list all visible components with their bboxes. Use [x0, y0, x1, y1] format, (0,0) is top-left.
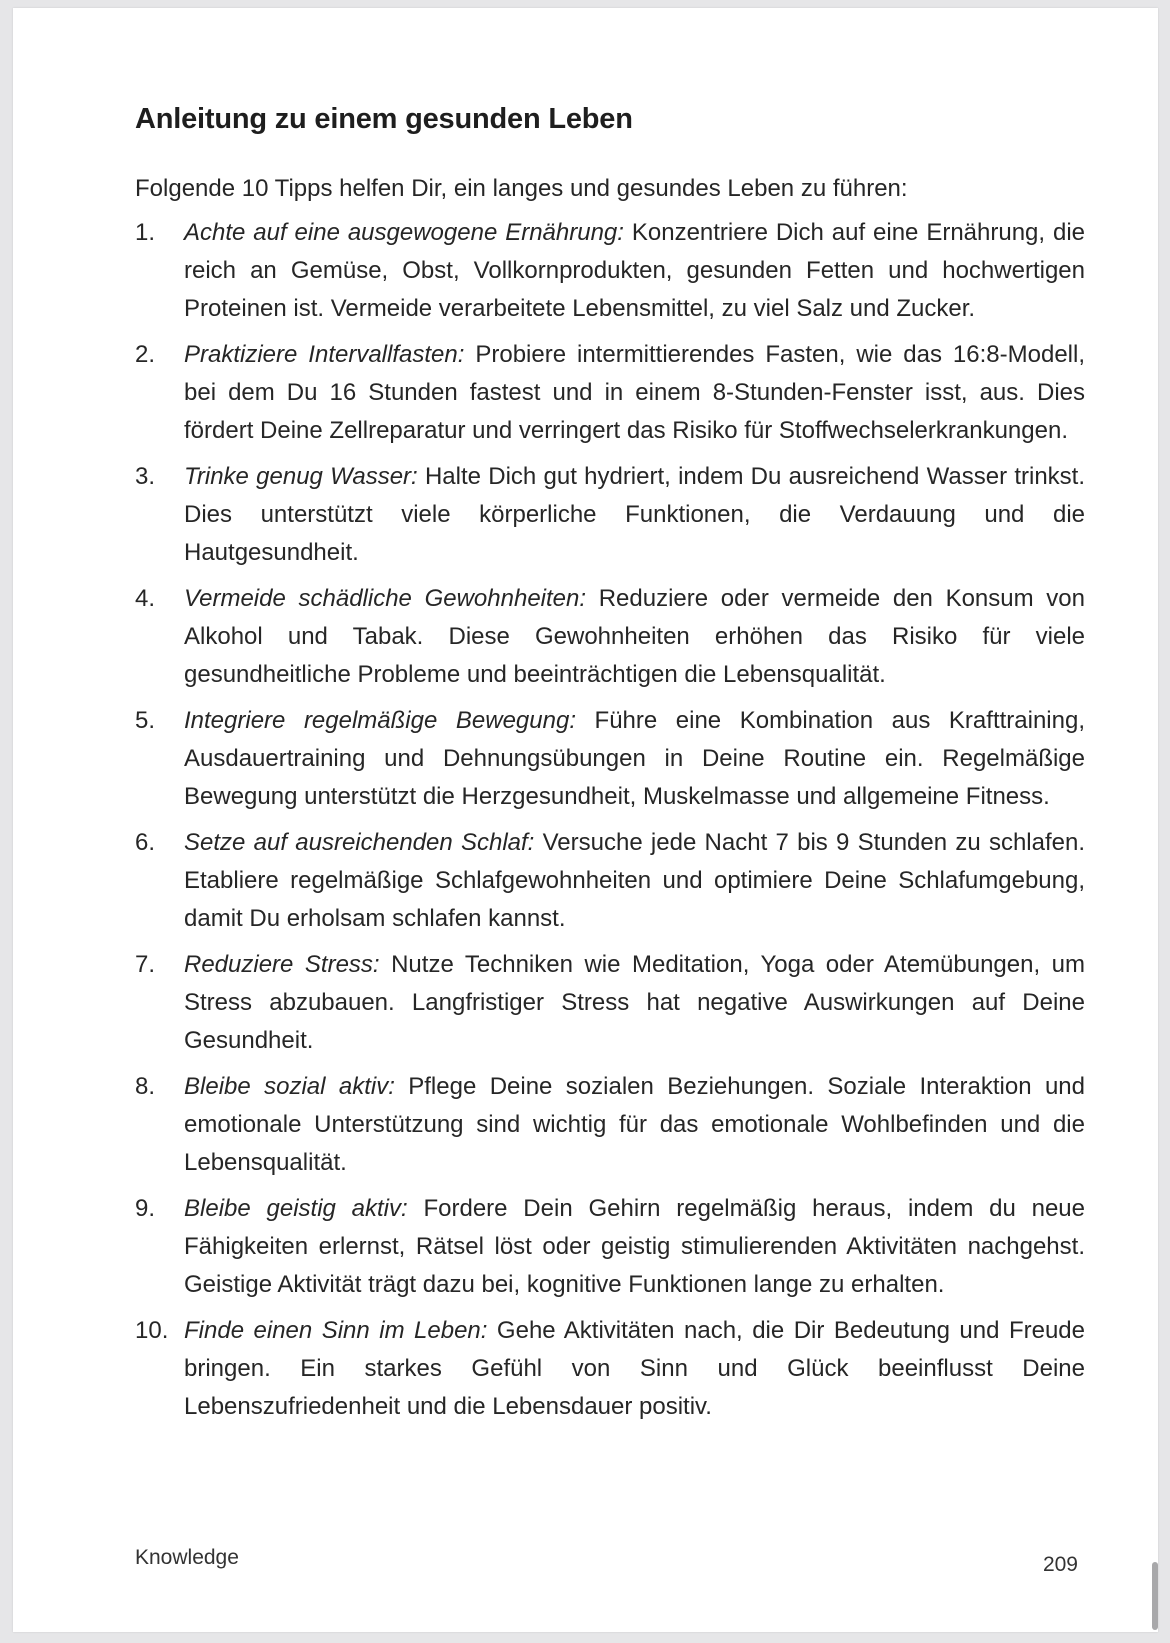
- list-item-number: 2.: [135, 341, 156, 368]
- list-item-text: [184, 458, 1085, 572]
- tips-list: [135, 214, 1085, 1426]
- list-item-lead: Reduziere Stress:: [184, 951, 380, 978]
- list-item-text: [184, 580, 1085, 694]
- list-item: [135, 214, 1085, 328]
- list-item-body: Pflege Deine sozialen Beziehungen. Soziale Interaktion und emotionale Unterstützung sind wichtig für das emotionale Wohlbefinden und die Lebensqualität.: [184, 1073, 1085, 1176]
- list-item-text: [184, 1312, 1085, 1426]
- list-item-number: 5.: [135, 707, 156, 734]
- list-item: [135, 458, 1085, 572]
- page-content: [135, 103, 1085, 1434]
- intro-text: Folgende 10 Tipps helfen Dir, ein langes und gesundes Leben zu führen:: [135, 175, 908, 202]
- list-item-text: [184, 214, 1085, 328]
- list-item-number: 9.: [135, 1195, 156, 1222]
- list-item: [135, 824, 1085, 938]
- list-item-number: 1.: [135, 219, 156, 246]
- list-item: [135, 580, 1085, 694]
- list-item-body: Nutze Techniken wie Meditation, Yoga oder Atemübungen, um Stress abzubauen. Langfristiger Stress hat negative Auswirkungen auf Deine Gesundheit.: [184, 951, 1085, 1054]
- list-item-number: 7.: [135, 951, 156, 978]
- list-item: [135, 336, 1085, 450]
- list-item-body: Reduziere oder vermeide den Konsum von Alkohol und Tabak. Diese Gewohnheiten erhöhen das Risiko für viele gesundheitliche Probleme und beeinträchtigen die Lebensqualität.: [184, 585, 1085, 688]
- book-page: [13, 8, 1158, 1632]
- list-item-lead: Integriere regelmäßige Bewegung:: [184, 707, 576, 734]
- list-item-lead: Vermeide schädliche Gewohnheiten:: [184, 585, 587, 612]
- list-item: [135, 946, 1085, 1060]
- list-item-number: 4.: [135, 585, 156, 612]
- list-item-number: 8.: [135, 1073, 156, 1100]
- list-item-lead: Setze auf ausreichenden Schlaf:: [184, 829, 535, 856]
- list-item-body: Versuche jede Nacht 7 bis 9 Stunden zu schlafen. Etabliere regelmäßige Schlafgewohnheiten und optimiere Deine Schlafumgebung, damit Du erholsam schlafen kannst.: [184, 829, 1086, 932]
- list-item-lead: Praktiziere Intervallfasten:: [184, 341, 465, 368]
- list-item-text: [184, 824, 1085, 938]
- list-item-lead: Achte auf eine ausgewogene Ernährung:: [184, 219, 624, 246]
- list-item-text: [184, 336, 1085, 450]
- list-item-number: 10.: [135, 1317, 169, 1344]
- list-item: [135, 1312, 1085, 1426]
- list-item-number: 6.: [135, 829, 156, 856]
- list-item-text: [184, 702, 1085, 816]
- list-item-body: Halte Dich gut hydriert, indem Du ausreichend Wasser trinkst. Dies unterstützt viele körperliche Funktionen, die Verdauung und die Hautgesundheit.: [184, 463, 1085, 566]
- list-item: [135, 1068, 1085, 1182]
- list-item-text: [184, 946, 1085, 1060]
- list-item-number: 3.: [135, 463, 156, 490]
- list-item-body: Probiere intermittierendes Fasten, wie das 16:8-Modell, bei dem Du 16 Stunden fastest und in einem 8-Stunden-Fenster isst, aus. Dies fördert Deine Zellreparatur und verringert das Risiko für Stoffwechselerkrankungen.: [184, 341, 1086, 444]
- list-item-lead: Finde einen Sinn im Leben:: [184, 1317, 488, 1344]
- list-item-lead: Bleibe sozial aktiv:: [184, 1073, 395, 1100]
- page-number: 209: [1042, 1553, 1078, 1576]
- list-item-body: Gehe Aktivitäten nach, die Dir Bedeutung und Freude bringen. Ein starkes Gefühl von Sinn und Glück beeinflusst Deine Lebenszufriedenheit und die Lebensdauer positiv.: [184, 1317, 1085, 1420]
- list-item: [135, 1190, 1085, 1304]
- list-item-text: [184, 1190, 1085, 1304]
- list-item-text: [184, 1068, 1085, 1182]
- list-item: [135, 702, 1085, 816]
- list-item-lead: Trinke genug Wasser:: [184, 463, 418, 490]
- page-title: Anleitung zu einem gesunden Leben: [135, 103, 633, 135]
- list-item-body: Fordere Dein Gehirn regelmäßig heraus, indem du neue Fähigkeiten erlernst, Rätsel löst oder geistig stimulierenden Aktivitäten nachgehst. Geistige Aktivität trägt dazu bei, kognitive Funktionen lange zu erhalten.: [184, 1195, 1085, 1298]
- list-item-lead: Bleibe geistig aktiv:: [184, 1195, 408, 1222]
- footer-section-label: Knowledge: [135, 1546, 239, 1569]
- list-item-body: Führe eine Kombination aus Krafttraining, Ausdauertraining und Dehnungsübungen in Deine Routine ein. Regelmäßige Bewegung unterstützt die Herzgesundheit, Muskelmasse und allgemeine Fitness.: [184, 707, 1085, 810]
- list-item-body: Konzentriere Dich auf eine Ernährung, die reich an Gemüse, Obst, Vollkornprodukten, gesunden Fetten und hochwertigen Proteinen ist. Vermeide verarbeitete Lebensmittel, zu viel Salz und Zucker.: [184, 219, 1085, 322]
- scrollbar-thumb[interactable]: [1152, 1562, 1158, 1630]
